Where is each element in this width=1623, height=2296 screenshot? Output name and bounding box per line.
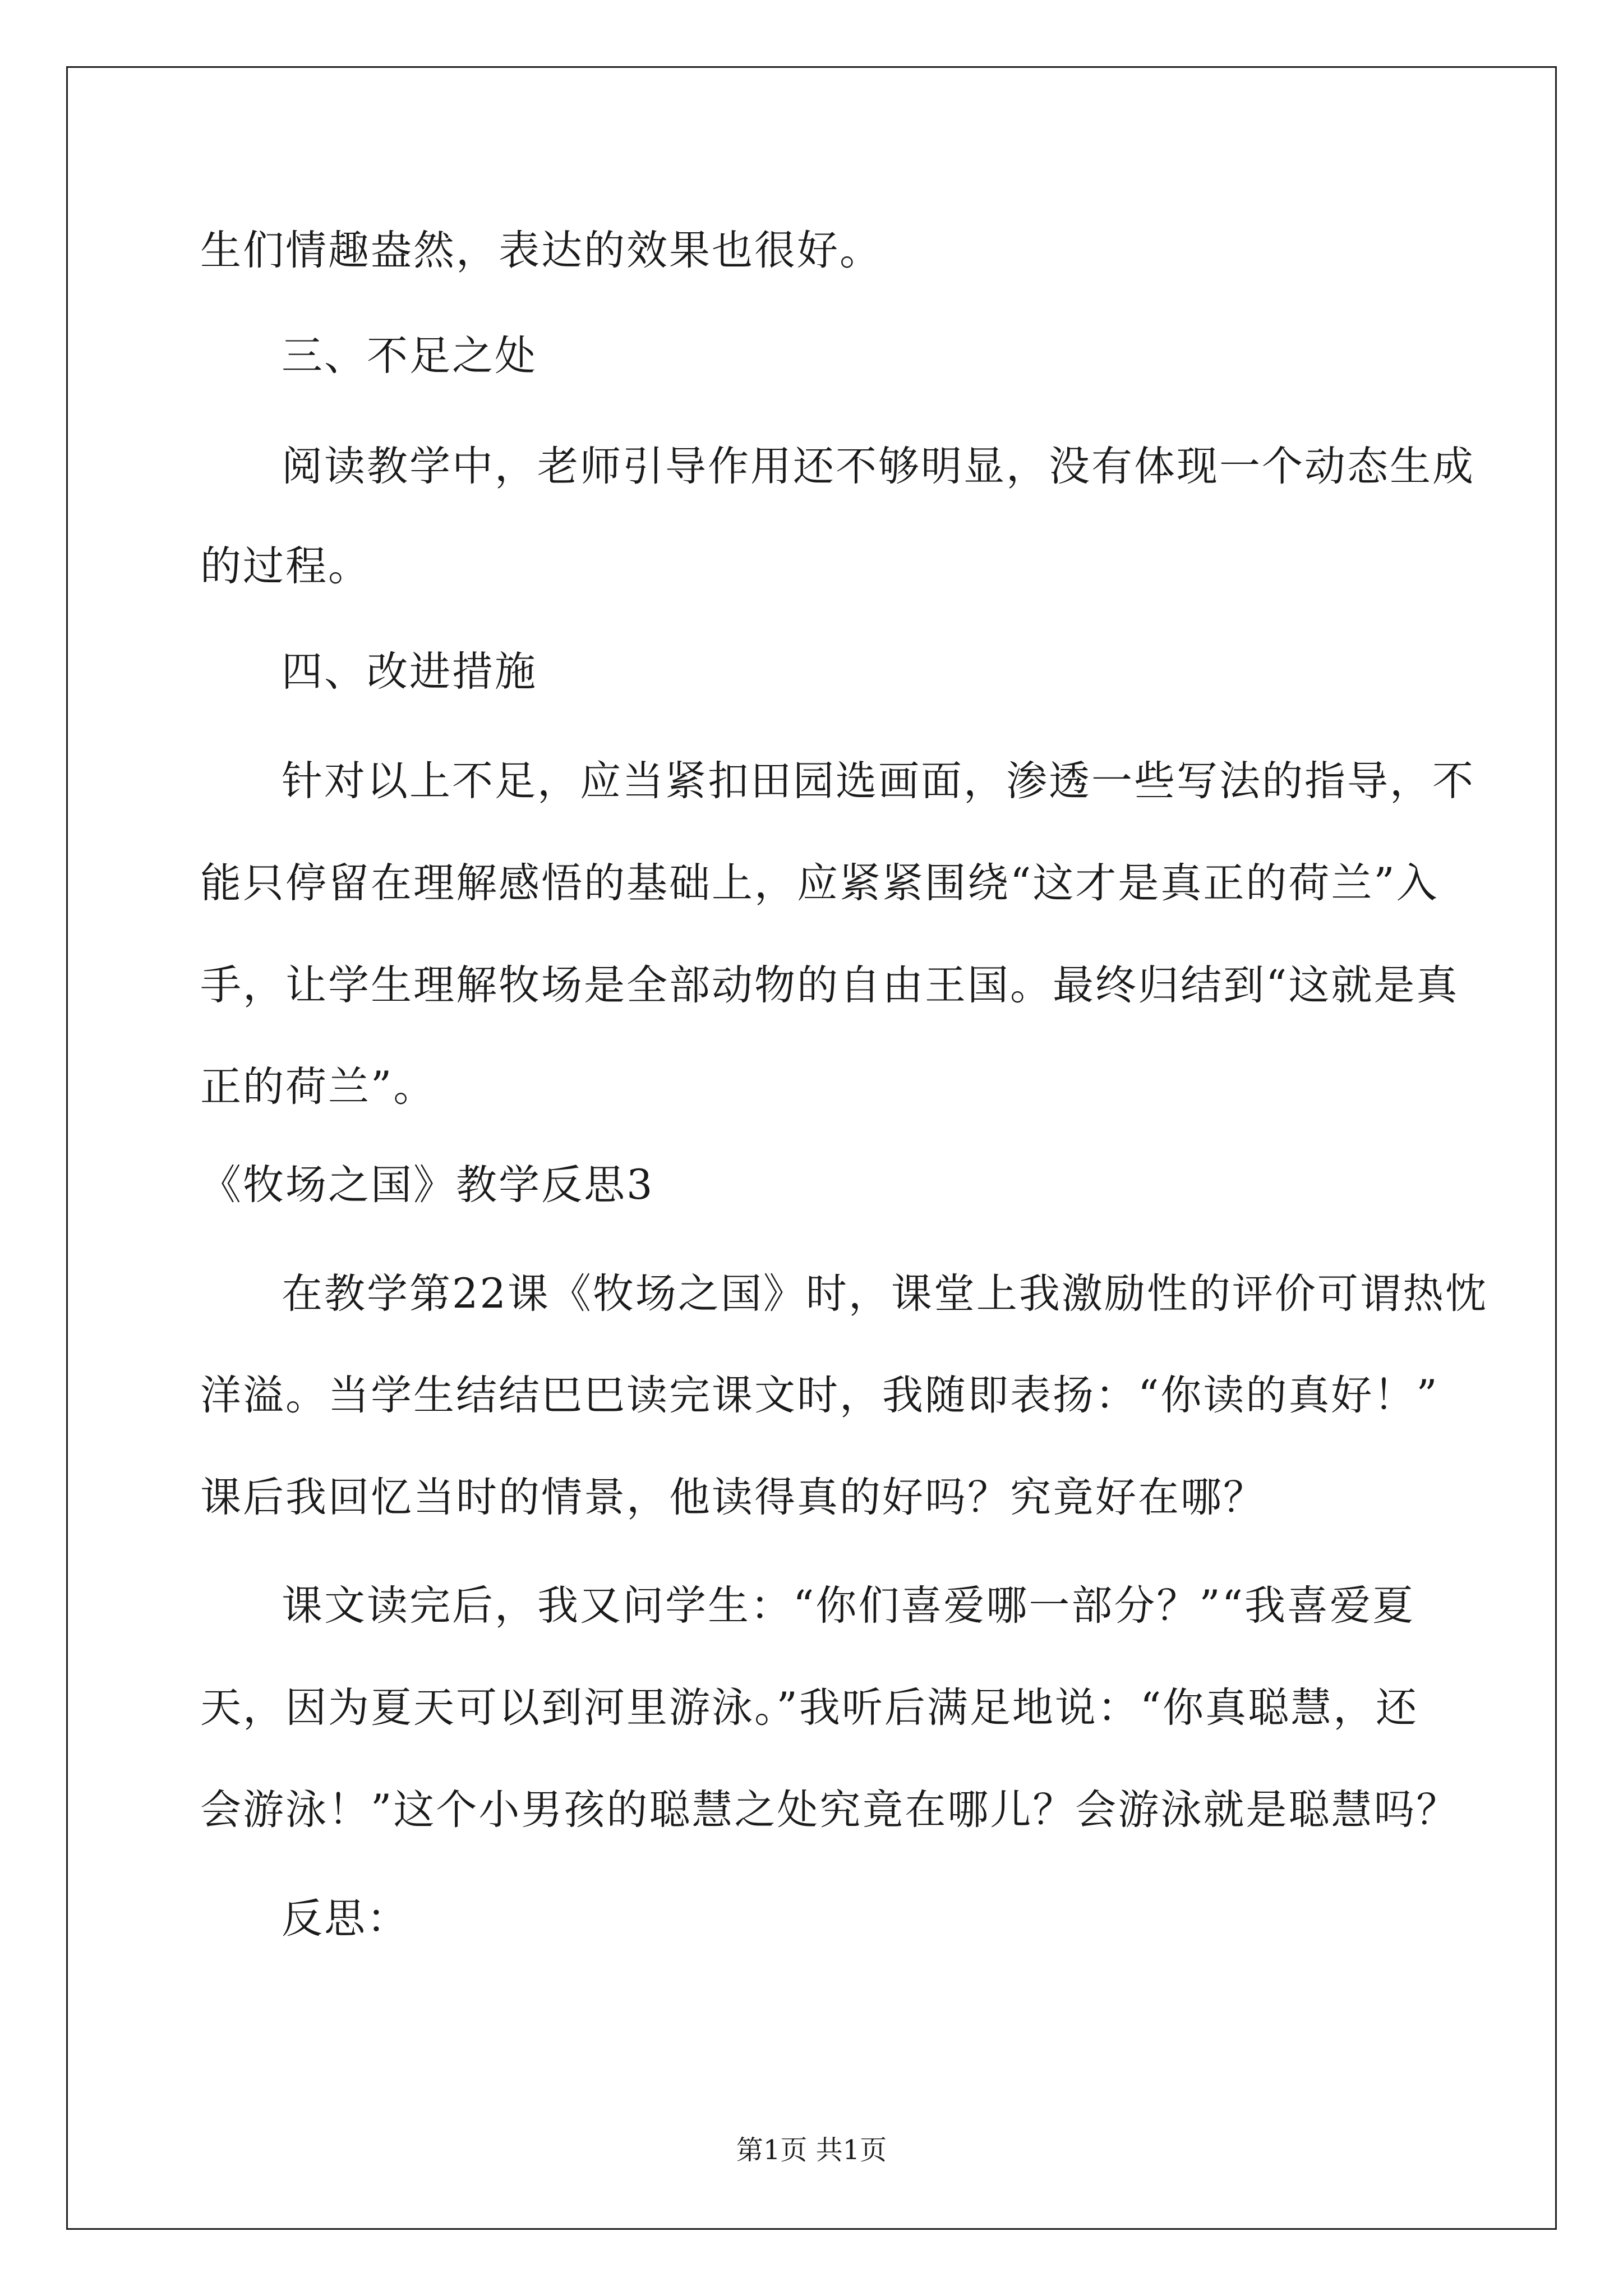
paragraph-line: 天，因为夏天可以到河里游泳。”我听后满足地说：“你真聪慧，还 [200,1684,1419,1732]
paragraph-line: 阅读教学中，老师引导作用还不够明显，没有体现一个动态生成 [282,443,1475,490]
article-title: 《牧场之国》教学反思3 [200,1161,654,1209]
paragraph-line: 针对以上不足，应当紧扣田园选画面，渗透一些写法的指导，不 [282,757,1475,805]
section-heading: 三、不足之处 [282,332,537,380]
paragraph-line: 在教学第22课《牧场之国》时，课堂上我激励性的评价可谓热忱 [282,1270,1488,1318]
paragraph-line: 会游泳！”这个小男孩的聪慧之处究竟在哪儿？会游泳就是聪慧吗？ [200,1786,1459,1834]
paragraph-line: 课文读完后，我又问学生：“你们喜爱哪一部分？”“我喜爱夏 [282,1582,1415,1630]
paragraph-line: 生们情趣盎然，表达的效果也很好。 [200,227,882,274]
paragraph-line: 正的荷兰”。 [200,1063,436,1111]
paragraph-line: 课后我回忆当时的情景，他读得真的好吗？究竟好在哪？ [200,1474,1266,1521]
paragraph-line: 洋溢。当学生结结巴巴读完课文时，我随即表扬：“你读的真好！” [200,1372,1439,1419]
paragraph-line: 能只停留在理解感悟的基础上，应紧紧围绕“这才是真正的荷兰”入 [200,859,1439,907]
paragraph-line: 手，让学生理解牧场是全部动物的自由王国。最终归结到“这就是真 [200,961,1459,1009]
page-footer: 第1页 共1页 [736,2134,887,2166]
paragraph-line: 反思： [282,1895,409,1943]
section-heading: 四、改进措施 [282,648,537,696]
paragraph-line: 的过程。 [200,542,371,590]
